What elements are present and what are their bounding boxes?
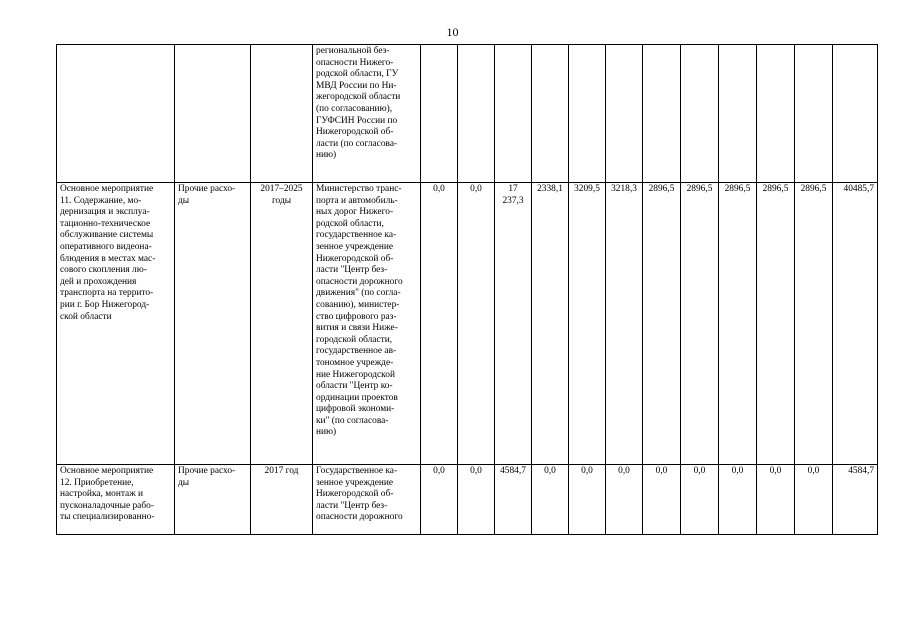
page-number: 10: [446, 25, 459, 39]
period-cell: 2017–2025 годы: [251, 183, 313, 465]
value-cell: [606, 45, 643, 183]
value-cell: 0,0: [681, 465, 719, 535]
event-name-cell: Основное мероприятие 12. Приобретение, настройка, монтаж и пусконаладочные рабо- ты специализированно-: [57, 465, 175, 535]
executors-cell: Министерство транс- порта и автомобиль- ных дорог Нижего- родской области, государственное ка- зенное учреждение Нижегородской об- ласти "Центр без- опасности дорожного движения" (по согла- сованию), министер- ство цифрового раз- вития и связи Ниже- городской области, государственное ав- тономное учрежде- ние Нижегородской области "Центр ко- ординации проектов цифровой экономи- ки" (по согласова- нию): [313, 183, 421, 465]
value-cell: 0,0: [458, 465, 495, 535]
funding-source-cell: Прочие расхо- ды: [175, 183, 251, 465]
value-cell: 0,0: [795, 465, 833, 535]
value-cell: [681, 45, 719, 183]
program-events-table: [56, 44, 878, 535]
period-cell: [251, 45, 313, 183]
value-cell: 0,0: [606, 465, 643, 535]
total-cell: [833, 45, 878, 183]
value-cell: 0,0: [532, 465, 569, 535]
value-cell: [495, 45, 532, 183]
total-cell: 4584,7: [833, 465, 878, 535]
funding-source-cell: [175, 45, 251, 183]
value-cell: 3209,5: [569, 183, 606, 465]
value-cell: 3218,3: [606, 183, 643, 465]
executors-cell: Государственное ка- зенное учреждение Нижегородской об- ласти "Центр без- опасности дорожного: [313, 465, 421, 535]
value-cell: 4584,7: [495, 465, 532, 535]
value-cell: 0,0: [569, 465, 606, 535]
value-cell: 17 237,3: [495, 183, 532, 465]
table-row: [57, 465, 878, 535]
value-cell: [757, 45, 795, 183]
value-cell: 0,0: [719, 465, 757, 535]
value-cell: 2896,5: [643, 183, 681, 465]
value-cell: 0,0: [757, 465, 795, 535]
value-cell: [458, 45, 495, 183]
value-cell: 0,0: [421, 465, 458, 535]
executors-cell: региональной без- опасности Нижего- родской области, ГУ МВД России по Ни- жегородской области (по согласованию), ГУФСИН России по Нижегородской об- ласти (по согласова- нию): [313, 45, 421, 183]
table-row: [57, 45, 878, 183]
value-cell: [421, 45, 458, 183]
value-cell: [569, 45, 606, 183]
funding-source-cell: Прочие расхо- ды: [175, 465, 251, 535]
value-cell: 2338,1: [532, 183, 569, 465]
period-cell: 2017 год: [251, 465, 313, 535]
value-cell: 2896,5: [795, 183, 833, 465]
value-cell: 0,0: [643, 465, 681, 535]
value-cell: [719, 45, 757, 183]
value-cell: 2896,5: [681, 183, 719, 465]
event-name-cell: Основное мероприятие 11. Содержание, мо- дернизация и эксплуа- тационно-техническое обслуживание системы оперативного видеона- блюдения в местах мас- сового скопления лю- дей и прохождения транспорта на террито- рии г. Бор Нижегород- ской области: [57, 183, 175, 465]
value-cell: [643, 45, 681, 183]
event-name-cell: [57, 45, 175, 183]
table-row: [57, 183, 878, 465]
value-cell: [795, 45, 833, 183]
total-cell: 40485,7: [833, 183, 878, 465]
value-cell: 0,0: [458, 183, 495, 465]
value-cell: 2896,5: [719, 183, 757, 465]
value-cell: [532, 45, 569, 183]
value-cell: 2896,5: [757, 183, 795, 465]
value-cell: 0,0: [421, 183, 458, 465]
